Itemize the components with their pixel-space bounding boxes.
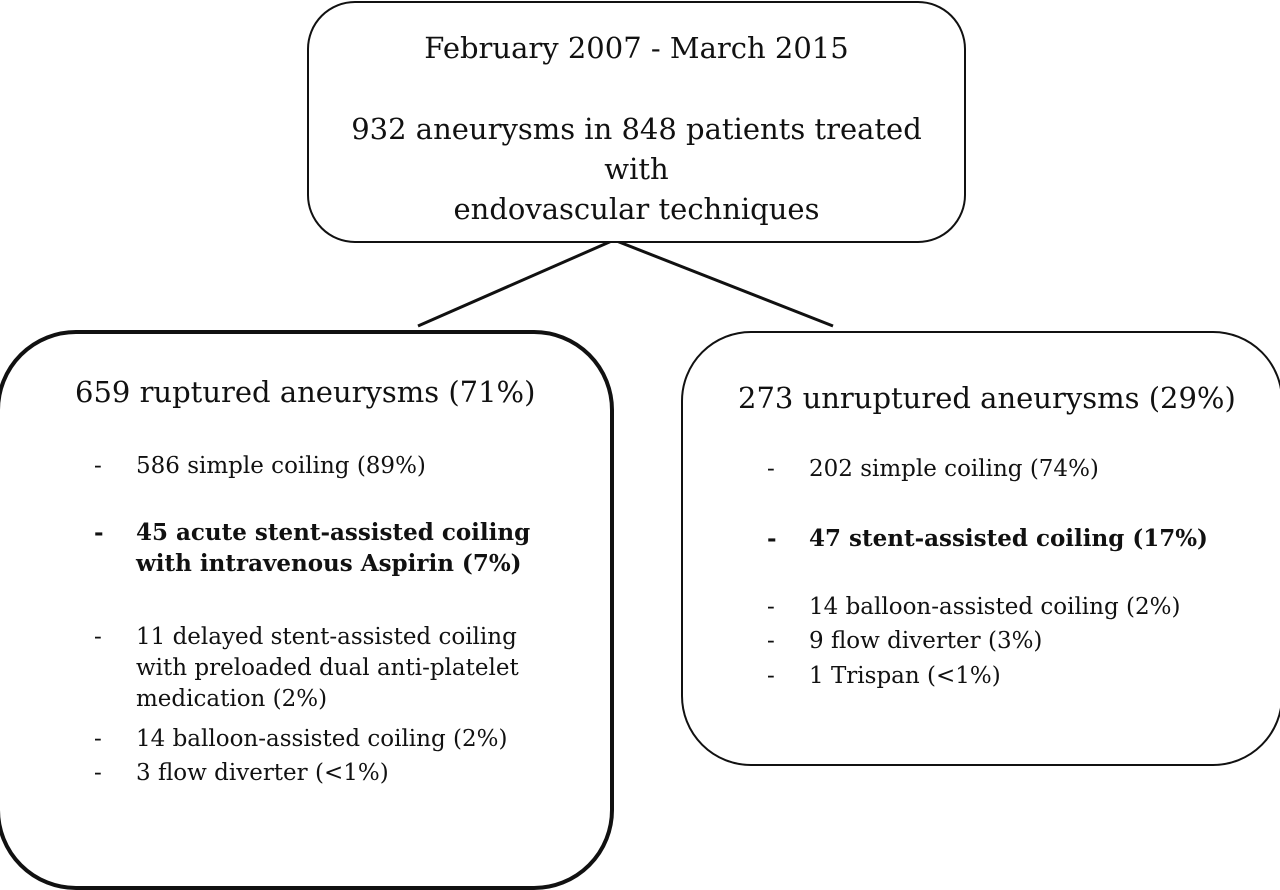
- connector-to-ruptured: [418, 240, 614, 326]
- bullet-dash: -: [767, 525, 777, 552]
- date-range: February 2007 - March 2015: [424, 31, 849, 65]
- item-line: 202 simple coiling (74%): [809, 456, 1099, 482]
- cohort-summary-line: 932 aneurysms in 848 patients treated: [351, 112, 922, 146]
- ruptured-box: [0, 330, 614, 890]
- bullet-dash: -: [767, 628, 775, 654]
- cohort-summary-line: endovascular techniques: [453, 192, 820, 226]
- unruptured-title: 273 unruptured aneurysms (29%): [738, 381, 1236, 415]
- ruptured-item-text: [136, 451, 426, 482]
- unruptured-item-text: [809, 592, 1180, 623]
- ruptured-item-text: [136, 758, 389, 789]
- bullet-dash: -: [94, 453, 102, 479]
- item-line: 9 flow diverter (3%): [809, 628, 1043, 654]
- bullet-dash: -: [767, 594, 775, 620]
- ruptured-title: 659 ruptured aneurysms (71%): [75, 375, 536, 409]
- cohort-summary: [329, 109, 944, 229]
- ruptured-item-text: [136, 724, 507, 755]
- item-line: with preloaded dual anti-platelet: [136, 655, 519, 681]
- item-line: with intravenous Aspirin (7%): [136, 550, 522, 577]
- connector-to-unruptured: [614, 240, 833, 326]
- ruptured-item-text: [136, 517, 530, 579]
- bullet-dash: -: [94, 624, 102, 650]
- bullet-dash: -: [767, 456, 775, 482]
- bullet-dash: -: [94, 760, 102, 786]
- cohort-summary-line: with: [604, 152, 669, 186]
- bullet-dash: -: [767, 663, 775, 689]
- ruptured-item-text: [136, 622, 519, 715]
- item-line: 45 acute stent-assisted coiling: [136, 519, 531, 546]
- unruptured-item-text: [809, 626, 1042, 657]
- item-line: 14 balloon-assisted coiling (2%): [809, 594, 1181, 620]
- item-line: 14 balloon-assisted coiling (2%): [136, 726, 508, 752]
- item-line: 586 simple coiling (89%): [136, 453, 426, 479]
- unruptured-item-text: [809, 454, 1099, 485]
- item-line: 3 flow diverter (<1%): [136, 760, 389, 786]
- unruptured-item-text: [809, 661, 1001, 692]
- cohort-box: [307, 1, 966, 243]
- item-line: medication (2%): [136, 686, 328, 712]
- item-line: 11 delayed stent-assisted coiling: [136, 624, 517, 650]
- bullet-dash: -: [94, 519, 104, 546]
- bullet-dash: -: [94, 726, 102, 752]
- unruptured-item-text: [809, 523, 1208, 554]
- item-line: 47 stent-assisted coiling (17%): [809, 525, 1208, 552]
- unruptured-box: [681, 331, 1280, 766]
- item-line: 1 Trispan (<1%): [809, 663, 1001, 689]
